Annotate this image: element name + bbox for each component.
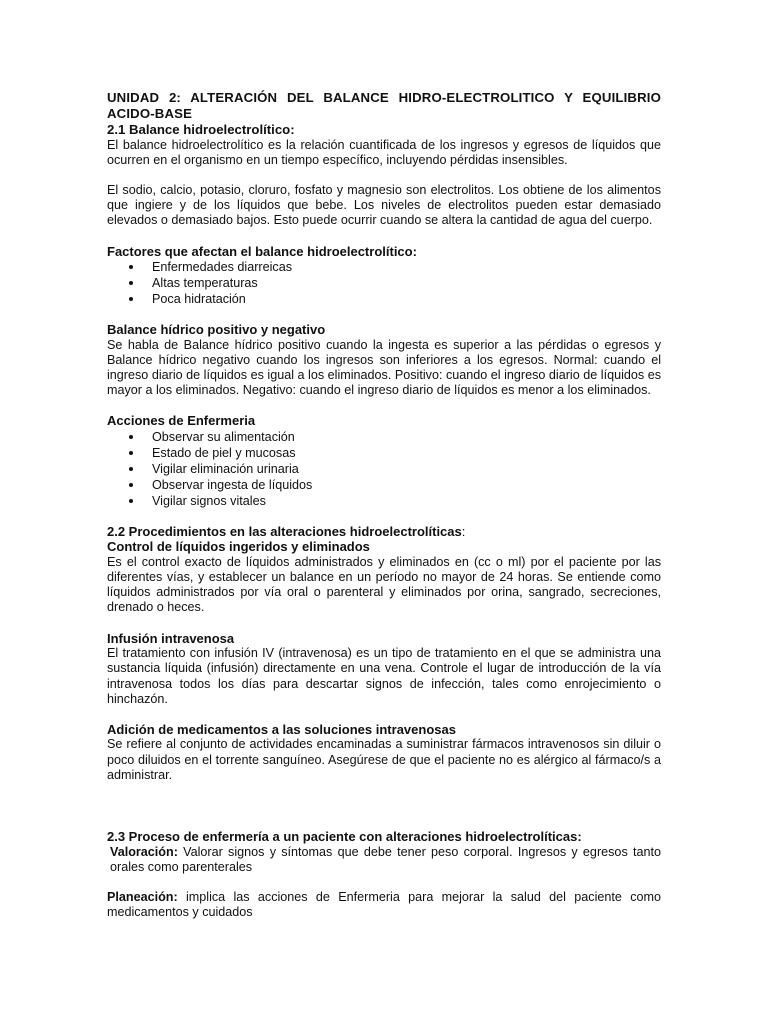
bullet-icon (129, 297, 133, 301)
list-item: Altas temperaturas (129, 275, 661, 291)
bullet-icon (129, 499, 133, 503)
section-heading-2-3: 2.3 Proceso de enfermería a un paciente con alteraciones hidroelectrolíticas: (107, 829, 582, 845)
valoracion-label: Valoración: (110, 844, 178, 859)
paragraph-adicion: Se refiere al conjunto de actividades encaminadas a suministrar fármacos intravenosos sin diluir o poco diluidos en el torrente sanguíneo. Asegúrese de que el paciente no es alérgico al fármaco/s a administrar. (107, 737, 661, 782)
bullet-icon (129, 281, 133, 285)
paragraph-valoracion: Valoración: Valorar signos y síntomas que debe tener peso corporal. Ingresos y egresos tanto orales como parenterales (110, 844, 661, 874)
bullet-icon (129, 435, 133, 439)
paragraph-definition: El balance hidroelectrolítico es la relación cuantificada de los ingresos y egresos de líquidos que ocurren en el organismo en un tiempo específico, incluyendo pérdidas insensibles. (107, 137, 661, 167)
factores-list (107, 259, 661, 307)
planeacion-label: Planeación: (107, 889, 178, 904)
paragraph-balance: Se habla de Balance hídrico positivo cuando la ingesta es superior a las pérdidas o egresos y Balance hídrico negativo cuando los ingresos son inferiores a los egresos. Normal: cuando el ingreso diario de líquidos es igual a los eliminados. Positivo: cuando el ingreso diario de líquidos es mayor a los eliminados. Negativo: cuando el ingreso diario de líquidos es menor a los eliminados. (107, 337, 661, 398)
list-item: Observar ingesta de líquidos (129, 477, 661, 493)
paragraph-planeacion: Planeación: implica las acciones de Enfermeria para mejorar la salud del paciente como medicamentos y cuidados (107, 889, 661, 920)
acciones-list (107, 429, 661, 509)
list-item: Vigilar signos vitales (129, 493, 661, 509)
bullet-icon (129, 483, 133, 487)
document-title: UNIDAD 2: ALTERACIÓN DEL BALANCE HIDRO-ELECTROLITICO Y EQUILIBRIO ACIDO-BASE (107, 90, 661, 121)
paragraph-electrolitos: El sodio, calcio, potasio, cloruro, fosfato y magnesio son electrolitos. Los obtiene de los alimentos que ingiere y de los líquidos que bebe. Los niveles de electrolitos pueden estar demasiado elevados o demasiado bajos. Esto puede ocurrir cuando se altera la cantidad de agua del cuerpo. (107, 182, 661, 228)
section-heading-2-1: 2.1 Balance hidroelectrolítico: (107, 122, 295, 137)
balance-heading: Balance hídrico positivo y negativo (107, 322, 326, 338)
list-item: Poca hidratación (129, 291, 661, 307)
list-item: Observar su alimentación (129, 429, 661, 445)
bullet-icon (129, 467, 133, 471)
bullet-icon (129, 265, 133, 269)
control-heading: Control de líquidos ingeridos y eliminados (107, 539, 370, 555)
paragraph-control: Es el control exacto de líquidos administrados y eliminados en (cc o ml) por el paciente por las diferentes vías, y establecer un balance en un período no mayor de 24 horas. Se entiende como líquidos administrados por vía oral o parenteral y eliminados por orina, sangrado, secreciones, drenado o heces. (107, 554, 661, 615)
paragraph-infusion: El tratamiento con infusión IV (intravenosa) es un tipo de tratamiento en el que se administra una sustancia líquida (infusión) directamente en una vena. Controle el lugar de introducción de la vía intravenosa todos los días para descartar signos de infección, tales como enrojecimiento o hinchazón. (107, 646, 661, 706)
section-heading-2-2: 2.2 Procedimientos en las alteraciones hidroelectrolíticas: (107, 523, 466, 539)
acciones-heading: Acciones de Enfermeria (107, 413, 256, 429)
list-item: Vigilar eliminación urinaria (129, 461, 661, 477)
infusion-heading: Infusión intravenosa (107, 630, 235, 646)
list-item: Enfermedades diarreicas (129, 259, 661, 275)
bullet-icon (129, 451, 133, 455)
list-item: Estado de piel y mucosas (129, 445, 661, 461)
factores-heading: Factores que afectan el balance hidroelectrolítico: (107, 243, 417, 259)
adicion-heading: Adición de medicamentos a las soluciones intravenosas (107, 721, 456, 737)
